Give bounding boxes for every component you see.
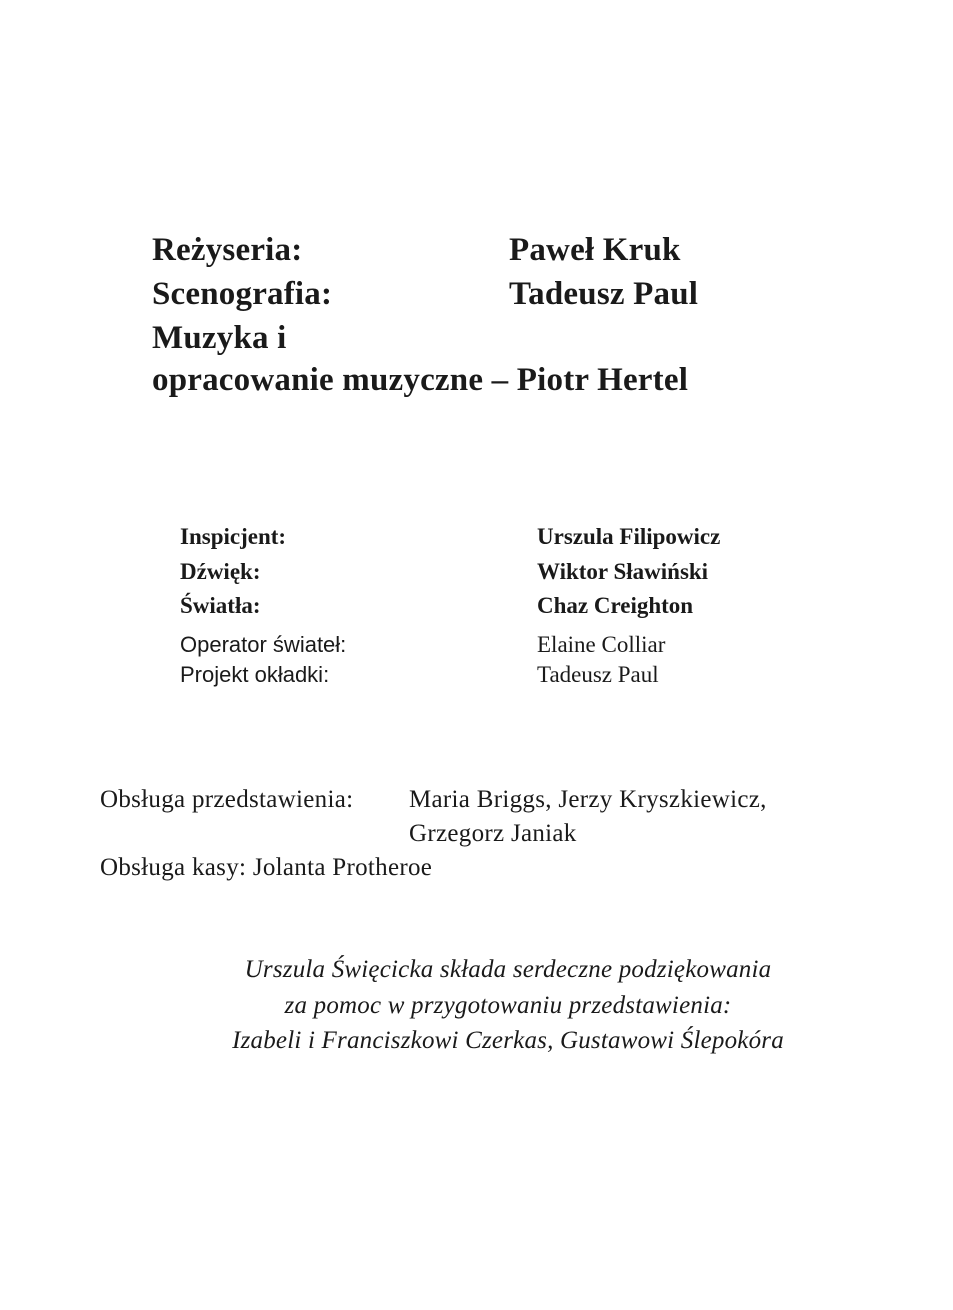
thanks-line-3: Izabeli i Franciszkowi Czerkas, Gustawowi Ślepokóra (232, 1027, 784, 1054)
staff-performance-names-1: Maria Briggs, Jerzy Kryszkiewicz, (409, 786, 767, 813)
credit-value-sound: Wiktor Sławiński (537, 559, 709, 584)
credit-value-director: Paweł Kruk (509, 232, 681, 268)
credit-label-sound: Dźwięk: (180, 559, 261, 584)
credit-row-director (152, 228, 681, 272)
staff-performance-names-2: Grzegorz Janiak (409, 820, 577, 847)
staff-performance-row (100, 783, 353, 817)
credit-label-director: Reżyseria: (152, 232, 303, 268)
staff-performance-label: Obsługa przedstawienia: (100, 786, 354, 813)
thanks-line-2: za pomoc w przygotowaniu przedstawienia: (284, 992, 732, 1019)
credit-value-lights: Chaz Creighton (537, 593, 694, 618)
staff-box-office-label: Obsługa kasy: (100, 854, 247, 881)
credit-label-light-operator: Operator świateł: (180, 632, 347, 657)
credit-value-light-operator: Elaine Colliar (537, 632, 666, 657)
credit-row-music (152, 316, 287, 360)
credit-music-line: opracowanie muzyczne – Piotr Hertel (152, 362, 689, 398)
credit-value-cover-design: Tadeusz Paul (537, 662, 659, 687)
credit-row-music-arrangement (152, 358, 688, 402)
credit-label-scenography: Scenografia: (152, 276, 333, 312)
credit-label-cover-design: Projekt okładki: (180, 662, 330, 687)
credit-row-scenography (152, 272, 699, 316)
thanks-line-1: Urszula Święcicka składa serdeczne podziękowania (244, 956, 772, 983)
staff-box-office-name: Jolanta Protheroe (252, 854, 433, 881)
staff-box-office-row (100, 851, 432, 885)
credit-label-lights: Światła: (180, 593, 261, 618)
credit-value-scenography: Tadeusz Paul (509, 276, 699, 312)
credit-label-stage-manager: Inspicjent: (180, 524, 287, 549)
credit-value-stage-manager: Urszula Filipowicz (537, 524, 721, 549)
credit-label-music: Muzyka i (152, 320, 287, 356)
